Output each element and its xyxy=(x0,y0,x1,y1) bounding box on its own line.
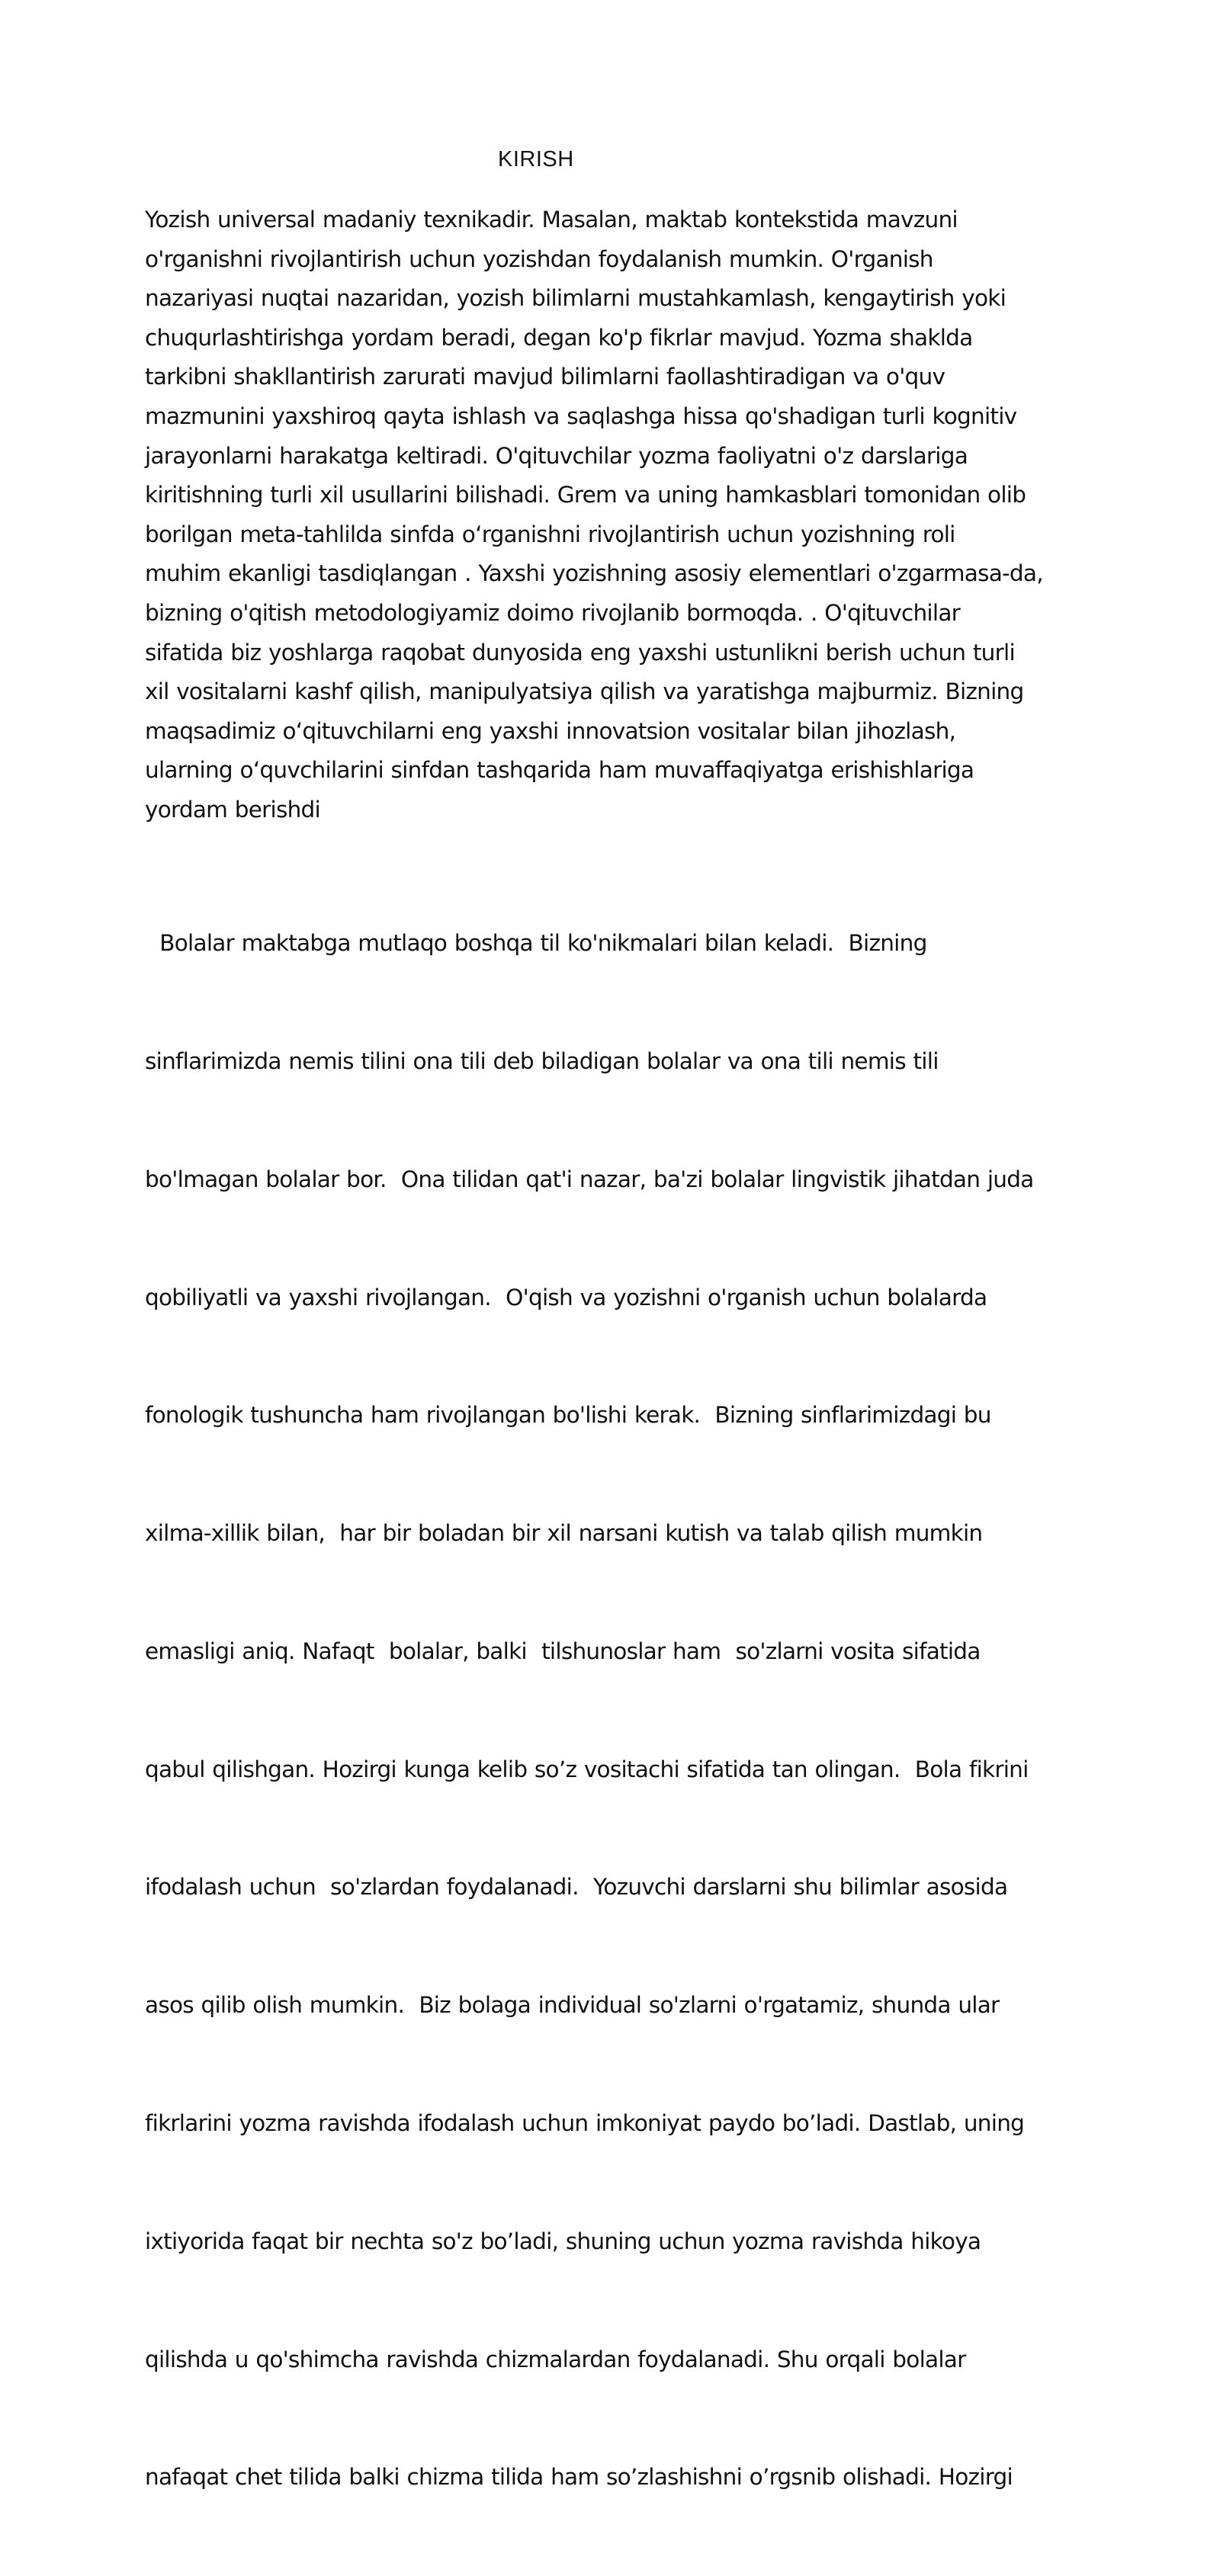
text-line: o'rganishni rivojlantirish uchun yozishdan foydalanish mumkin. O'rganish xyxy=(145,245,933,272)
text-line: yordam berishdi xyxy=(145,796,320,823)
text-line: sinflarimizda nemis tilini ona tili deb biladigan bolalar va ona tili nemis tili xyxy=(145,1047,939,1074)
text-line: sifatida biz yoshlarga raqobat dunyosida eng yaxshi ustunlikni berish uchun turli xyxy=(145,639,1015,666)
text-line: asos qilib olish mumkin. Biz bolaga individual so'zlarni o'rgatamiz, shunda ular xyxy=(145,1992,1000,2019)
text-line: mazmunini yaxshiroq qayta ishlash va saqlashga hissa qo'shadigan turli kognitiv xyxy=(145,403,1017,429)
text-line: Yozish universal madaniy texnikadir. Masalan, maktab kontekstida mavzuni xyxy=(145,207,958,233)
text-line: xil vositalarni kashf qilish, manipulyatsiya qilish va yaratishga majburmiz. Bizning xyxy=(145,678,1024,705)
text-line: maqsadimiz o‘qituvchilarni eng yaxshi innovatsion vositalar bilan jihozlash, xyxy=(145,717,956,744)
text-line: fonologik tushuncha ham rivojlangan bo'lishi kerak. Bizning sinflarimizdagi bu xyxy=(145,1402,991,1429)
paragraph-2 xyxy=(145,845,1090,2576)
text-line: chuqurlashtirishga yordam beradi, degan ko'p fikrlar mavjud. Yozma shaklda xyxy=(145,324,973,351)
text-line: qilishda u qo'shimcha ravishda chizmalardan foydalanadi. Shu orqali bolalar xyxy=(145,2346,966,2372)
text-line: nafaqat chet tilida balki chizma tilida ham so’zlashishni o’rgsnib olishadi. Hozirgi xyxy=(145,2464,1013,2491)
text-line: kiritishning turli xil usullarini bilishadi. Grem va uning hamkasblari tomonidan olib xyxy=(145,482,1026,508)
paragraph-1 xyxy=(145,200,1090,830)
text-line: tarkibni shakllantirish zarurati mavjud bilimlarni faollashtiradigan va o'quv xyxy=(145,364,946,390)
text-line: jarayonlarni harakatga keltiradi. O'qituvchilar yozma faoliyatni o'z darslariga xyxy=(145,442,968,469)
text-line: xilma-xillik bilan, har bir boladan bir xil narsani kutish va talab qilish mumkin xyxy=(145,1520,983,1547)
text-line: nazariyasi nuqtai nazaridan, yozish bilimlarni mustahkamlash, kengaytirish yoki xyxy=(145,285,1006,312)
text-line: fikrlarini yozma ravishda ifodalash uchun imkoniyat paydo bo’ladi. Dastlab, uning xyxy=(145,2110,1025,2136)
text-line: ixtiyorida faqat bir nechta so'z bo’ladi, shuning uchun yozma ravishda hikoya xyxy=(145,2228,981,2254)
text-line: qabul qilishgan. Hozirgi kunga kelib so’z vositachi sifatida tan olingan. Bola fikrini xyxy=(145,1756,1029,1782)
text-line: bizning o'qitish metodologiyamiz doimo rivojlanib bormoqda. . O'qituvchilar xyxy=(145,599,961,626)
text-line: Bolalar maktabga mutlaqo boshqa til ko'nikmalari bilan keladi. Bizning xyxy=(145,930,927,957)
document-title: KIRISH xyxy=(498,147,574,172)
text-line: bo'lmagan bolalar bor. Ona tilidan qat'i nazar, ba'zi bolalar lingvistik jihatdan juda xyxy=(145,1166,1034,1192)
text-line: borilgan meta-tahlilda sinfda o‘rganishni rivojlantirish uchun yozishning roli xyxy=(145,521,955,547)
text-line: ularning o‘quvchilarini sinfdan tashqarida ham muvaffaqiyatga erishishlariga xyxy=(145,757,974,784)
text-line: qobiliyatli va yaxshi rivojlangan. O'qish va yozishni o'rganish uchun bolalarda xyxy=(145,1284,987,1310)
text-line: muhim ekanligi tasdiqlangan . Yaxshi yozishning asosiy elementlari o'zgarmasa-da, xyxy=(145,560,1043,587)
text-line: ifodalash uchun so'zlardan foydalanadi. Yozuvchi darslarni shu bilimlar asosida xyxy=(145,1874,1008,1901)
text-line: emasligi aniq. Nafaqt bolalar, balki tilshunoslar ham so'zlarni vosita sifatida xyxy=(145,1638,981,1664)
